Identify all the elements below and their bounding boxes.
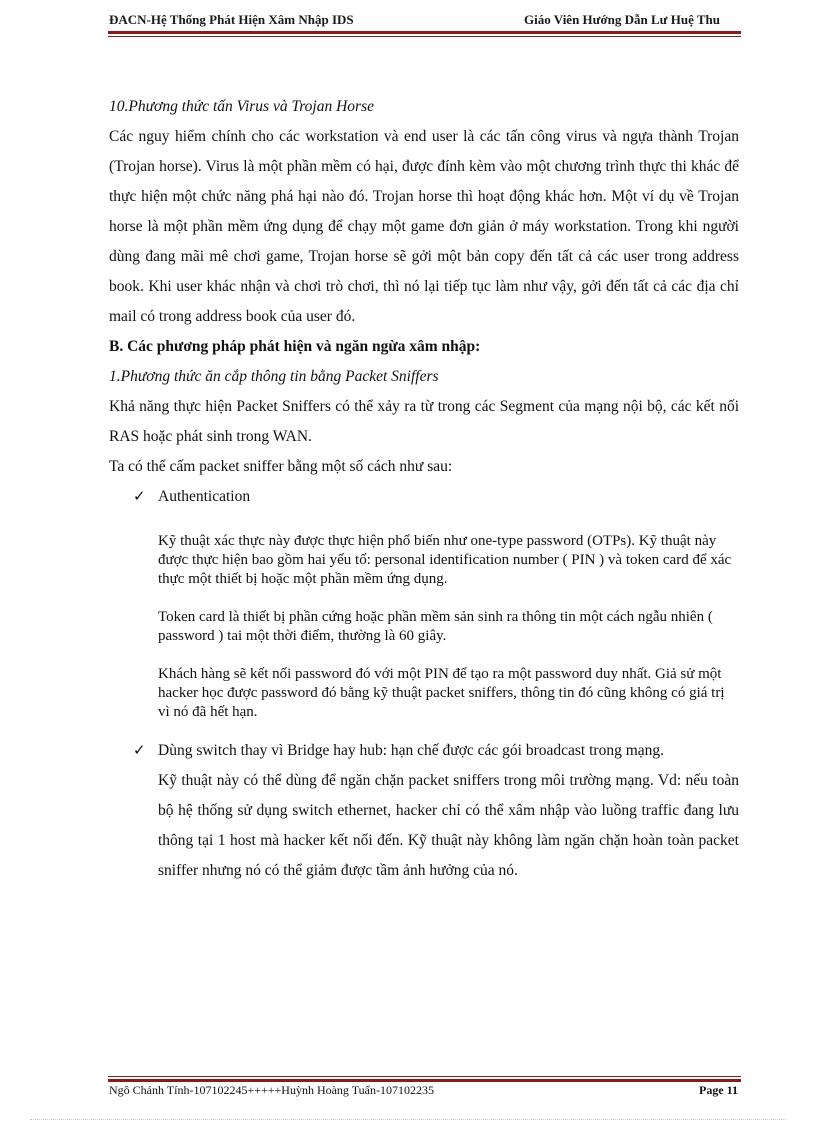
header-advisor: Giáo Viên Hướng Dẫn Lư Huệ Thu [524, 12, 720, 27]
footer-rule-thick [108, 1079, 741, 1082]
section-1-intro: Ta có thể cấm packet sniffer bằng một số cách như sau: [109, 458, 453, 475]
section-b-heading: B. Các phương pháp phát hiện và ngăn ngừa xâm nhập: [109, 338, 481, 355]
header-rule-thin [108, 36, 741, 37]
page-body [109, 92, 739, 886]
section-1-title: 1.Phương thức ăn cắp thông tin bằng Packet Sniffers [109, 368, 439, 385]
checkmark-icon: ✓ [133, 743, 146, 759]
note-paragraph: Token card là thiết bị phần cứng hoặc phần mềm sản sinh ra thông tin một cách ngẫu nhiên ( password ) tai một thời điểm, thường là 60 giây. [158, 609, 713, 644]
header-title: ĐACN-Hệ Thống Phát Hiện Xâm Nhập IDS [109, 12, 354, 27]
page-bottom-divider [30, 1119, 786, 1120]
footer-authors: Ngô Chánh Tính-107102245+++++Huỳnh Hoàng Tuấn-107102235 [109, 1083, 434, 1097]
bullet-label: Dùng switch thay vì Bridge hay hub: hạn chế được các gói broadcast trong mạng. [158, 742, 665, 759]
bullet-authentication [109, 482, 739, 512]
note-paragraph: Kỹ thuật xác thực này được thực hiện phổ biến như one-type password (OTPs). Kỹ thuật này được thực hiện bao gồm hai yếu tố: personal identification number ( PIN ) và token card để xác thực một thiết bị hoặc một phần mềm ứng dụng. [158, 533, 732, 587]
note-paragraph: Khách hàng sẽ kết nối password đó với một PIN để tạo ra một password duy nhất. Giả sử một hacker học được password đó bằng kỹ thuật packet sniffers, thông tin đó cũng không có giá trị vì nó đã hết hạn. [158, 666, 725, 720]
bullet-switch [109, 736, 739, 766]
section-10-paragraph: Các nguy hiểm chính cho các workstation và end user là các tấn công virus và ngựa thành Trojan (Trojan horse). Virus là một phần mềm có hại, được đính kèm vào một chương trình thực thi khác để thực hiện một chức năng phá hại nào đó. Trojan horse thì hoạt động khác hơn. Một ví dụ về Trojan horse là một phần mềm ứng dụng để chạy một game đơn giản ở máy workstation. Trong khi người dùng đang mãi mê chơi game, Trojan horse sẽ gởi một bản copy đến tất cả các user trong address book. Khi user khác nhận và chơi trò chơi, thì nó lại tiếp tục làm như vậy, gởi đến tất cả các địa chỉ mail có trong address book của user đó. [109, 128, 739, 325]
section-10-title: 10.Phương thức tấn Virus và Trojan Horse [109, 98, 374, 115]
page-number: Page 11 [699, 1083, 738, 1097]
header-rule-thick [108, 31, 741, 34]
footer-rule-thin [108, 1076, 741, 1077]
bullet-label: Authentication [158, 488, 251, 505]
bullet-switch-detail [109, 766, 739, 886]
switch-paragraph: Kỹ thuật này có thể dùng để ngăn chặn packet sniffers trong môi trường mạng. Vd: nếu toàn bộ hệ thống sử dụng switch ethernet, hacker chỉ có thể xâm nhập vào luồng traffic đang lưu thông tại 1 host mà hacker kết nối đến. Kỹ thuật này không làm ngăn chặn hoàn toàn packet sniffer nhưng nó có thể giảm được tầm ảnh hưởng của nó. [158, 772, 739, 879]
section-1-paragraph: Khả năng thực hiện Packet Sniffers có thể xảy ra từ trong các Segment của mạng nội bộ, các kết nối RAS hoặc phát sinh trong WAN. [109, 398, 739, 445]
checkmark-icon: ✓ [133, 489, 146, 505]
